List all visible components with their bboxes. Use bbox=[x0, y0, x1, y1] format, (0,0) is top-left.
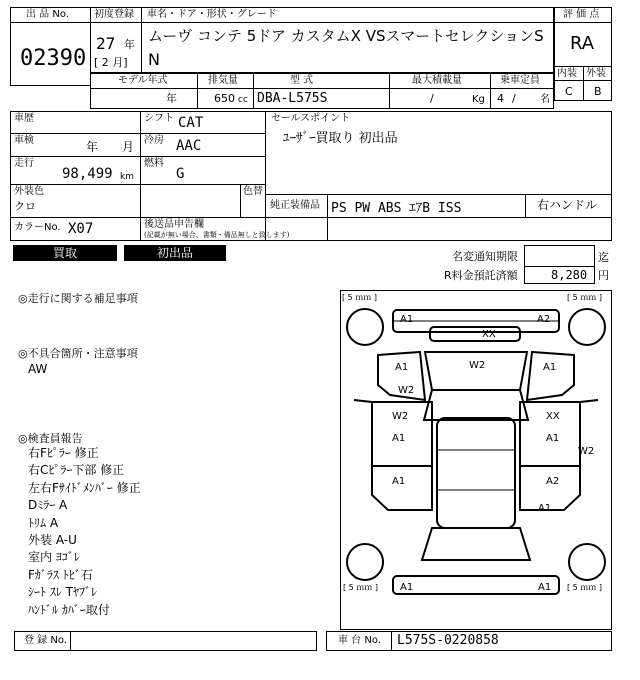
mark-left-pillar: W2 bbox=[398, 385, 415, 396]
max-load-value: / bbox=[430, 92, 434, 105]
inspection-year-unit: 年 bbox=[86, 140, 99, 154]
capacity-label: 乗車定員 bbox=[500, 75, 540, 86]
report-line: 左右Fｻｲﾄﾞﾒﾝﾊﾞｰ 修正 bbox=[28, 480, 141, 495]
mark-bumper: XX bbox=[482, 329, 496, 340]
first-reg-year: 27 bbox=[96, 34, 116, 53]
report-line: ｼｰﾄ ｽﾚ Tﾔﾌﾞﾚ bbox=[28, 585, 97, 600]
defect-value: AW bbox=[28, 362, 48, 376]
first-reg-month: [ 2 月] bbox=[94, 56, 128, 69]
shift-label: シフト bbox=[144, 113, 174, 124]
mark-rear-left: A1 bbox=[400, 582, 414, 593]
max-load-label: 最大積載量 bbox=[412, 75, 462, 86]
shift-value: CAT bbox=[178, 115, 204, 131]
mileage-unit: km bbox=[120, 172, 134, 182]
recycle-label: R料金預託済額 bbox=[444, 269, 518, 282]
report-line: 右Fﾋﾟﾗｰ 修正 bbox=[28, 446, 99, 460]
color-change-label: 色替 bbox=[243, 186, 263, 197]
exterior-grade: B bbox=[594, 85, 602, 98]
equipment-value: PS PW ABS ｴｱB ISS bbox=[331, 201, 462, 216]
drive-notes-title: ◎走行に関する補足事項 bbox=[18, 292, 138, 305]
model-value: DBA-L575S bbox=[257, 91, 328, 106]
equipment-label: 純正装備品 bbox=[270, 200, 320, 211]
model-year-label: モデル年式 bbox=[118, 75, 168, 86]
capacity-value: 4 bbox=[497, 92, 504, 105]
chassis-label: 車 台 No. bbox=[338, 635, 381, 646]
displacement-label: 排気量 bbox=[208, 75, 238, 86]
rear-bumper bbox=[393, 576, 559, 594]
defect-title: ◎不具合箇所・注意事項 bbox=[18, 347, 138, 360]
change-deadline-box bbox=[524, 245, 595, 267]
rear-hatch bbox=[422, 528, 530, 560]
capacity-sep: / bbox=[512, 92, 516, 105]
mark-right-door-lower: A1 bbox=[546, 433, 560, 444]
overall-grade: RA bbox=[570, 33, 595, 54]
color-value: クロ bbox=[14, 200, 36, 213]
mark-right-door-upper: XX bbox=[546, 411, 560, 422]
fuel-label: 燃料 bbox=[144, 158, 164, 169]
max-load-unit: Kg bbox=[472, 94, 485, 105]
interior-label: 内装 bbox=[557, 68, 577, 79]
report-line: ﾊﾝﾄﾞﾙ ｶﾊﾞｰ取付 bbox=[28, 602, 110, 617]
right-fender-shape bbox=[527, 352, 574, 400]
inspection-label: 車検 bbox=[14, 135, 34, 146]
color-no-label: カラーNo. bbox=[14, 222, 61, 233]
tag-first-listing: 初出品 bbox=[124, 245, 226, 261]
tag-kaitori: 買取 bbox=[13, 245, 117, 261]
tire-depth-rr: [ 5 ｍｍ ] bbox=[567, 583, 602, 592]
roof-shape bbox=[437, 418, 515, 528]
inspector-title: ◎検査員報告 bbox=[18, 432, 83, 445]
mark-front-right: A2 bbox=[537, 314, 551, 325]
exterior-label: 外装 bbox=[586, 68, 606, 79]
handle-value: 右ハンドル bbox=[537, 198, 598, 212]
first-reg-label: 初度登録 bbox=[94, 9, 134, 20]
lot-number: 02390 bbox=[20, 46, 87, 71]
report-line: Fｶﾞﾗｽ ﾄﾋﾞ石 bbox=[28, 567, 93, 582]
report-line: ﾄﾘﾑ A bbox=[28, 515, 59, 530]
sales-point-label: セールスポイント bbox=[271, 113, 351, 124]
recycle-value: 8,280 bbox=[551, 268, 588, 282]
model-label: 型 式 bbox=[290, 75, 314, 86]
reg-no-label: 登 録 No. bbox=[24, 635, 67, 646]
ac-value: AAC bbox=[176, 138, 202, 154]
mark-left-fender: A1 bbox=[395, 362, 409, 373]
capacity-unit: 名 bbox=[540, 94, 550, 105]
mark-rear-right: A1 bbox=[538, 582, 552, 593]
car-name-line1: ムーヴ コンテ 5ドア カスタムX VSスマートセレクションS bbox=[148, 27, 544, 45]
change-deadline-label: 名変通知期限 bbox=[452, 250, 518, 263]
wheel-fr bbox=[569, 309, 605, 345]
displacement-unit: cc bbox=[238, 95, 248, 105]
windshield bbox=[424, 390, 528, 420]
report-line: 右Cﾋﾟﾗｰ下部 修正 bbox=[28, 463, 125, 478]
inspection-month-unit: 月 bbox=[122, 140, 135, 154]
grade-label: 評 価 点 bbox=[563, 9, 600, 20]
displacement-value: 650 bbox=[214, 92, 235, 105]
sales-point-value: ﾕｰｻﾞｰ買取り 初出品 bbox=[283, 131, 398, 146]
color-no-value: X07 bbox=[68, 221, 94, 237]
report-line: 室内 ﾖｺﾞﾚ bbox=[28, 550, 80, 565]
wheel-rl bbox=[347, 544, 383, 580]
tire-depth-fr: [ 5 ｍｍ ] bbox=[567, 293, 602, 302]
mark-left-door-lower: A1 bbox=[392, 433, 406, 444]
mileage-value: 98,499 bbox=[62, 166, 113, 182]
wheel-fl bbox=[347, 309, 383, 345]
model-year-unit: 年 bbox=[166, 92, 177, 105]
mileage-label: 走行 bbox=[14, 158, 34, 169]
mark-roof: W2 bbox=[469, 360, 486, 371]
history-label: 車歴 bbox=[14, 113, 34, 124]
lot-label: 出 品 No. bbox=[26, 9, 69, 20]
wheel-rr bbox=[569, 544, 605, 580]
tire-depth-fl: [ 5 ｍｍ ] bbox=[342, 293, 377, 302]
mark-front-left: A1 bbox=[400, 314, 414, 325]
mark-right-side: W2 bbox=[578, 446, 595, 457]
ac-label: 冷房 bbox=[144, 135, 164, 146]
front-grille bbox=[430, 327, 520, 341]
change-deadline-unit: 迄 bbox=[598, 251, 609, 264]
aftermarket-note: (記載が無い場合、書類・備品無しと致します) bbox=[144, 231, 290, 239]
report-line: Dﾐﾗｰ A bbox=[28, 498, 68, 513]
mark-right-quarter: A1 bbox=[538, 503, 552, 514]
car-label: 車名・ドア・形状・グレード bbox=[147, 9, 277, 20]
fuel-value: G bbox=[176, 166, 185, 182]
mark-right-rear-door: A2 bbox=[546, 476, 560, 487]
mark-left-rear-door: A1 bbox=[392, 476, 406, 487]
aftermarket-label: 後送品申告欄 bbox=[144, 219, 204, 230]
left-rear-door bbox=[372, 466, 432, 510]
tire-depth-rl: [ 5 ｍｍ ] bbox=[343, 583, 378, 592]
chassis-value: L575S-0220858 bbox=[397, 633, 499, 648]
interior-grade: C bbox=[565, 85, 573, 98]
mark-right-fender: A1 bbox=[543, 362, 557, 373]
first-reg-year-unit: 年 bbox=[124, 38, 135, 51]
color-label: 外装色 bbox=[14, 186, 44, 197]
car-name-line2: N bbox=[148, 50, 160, 69]
report-line: 外装 A-U bbox=[28, 533, 77, 547]
car-outline bbox=[340, 290, 612, 630]
recycle-unit: 円 bbox=[598, 269, 609, 282]
mark-left-door-upper: W2 bbox=[392, 411, 409, 422]
